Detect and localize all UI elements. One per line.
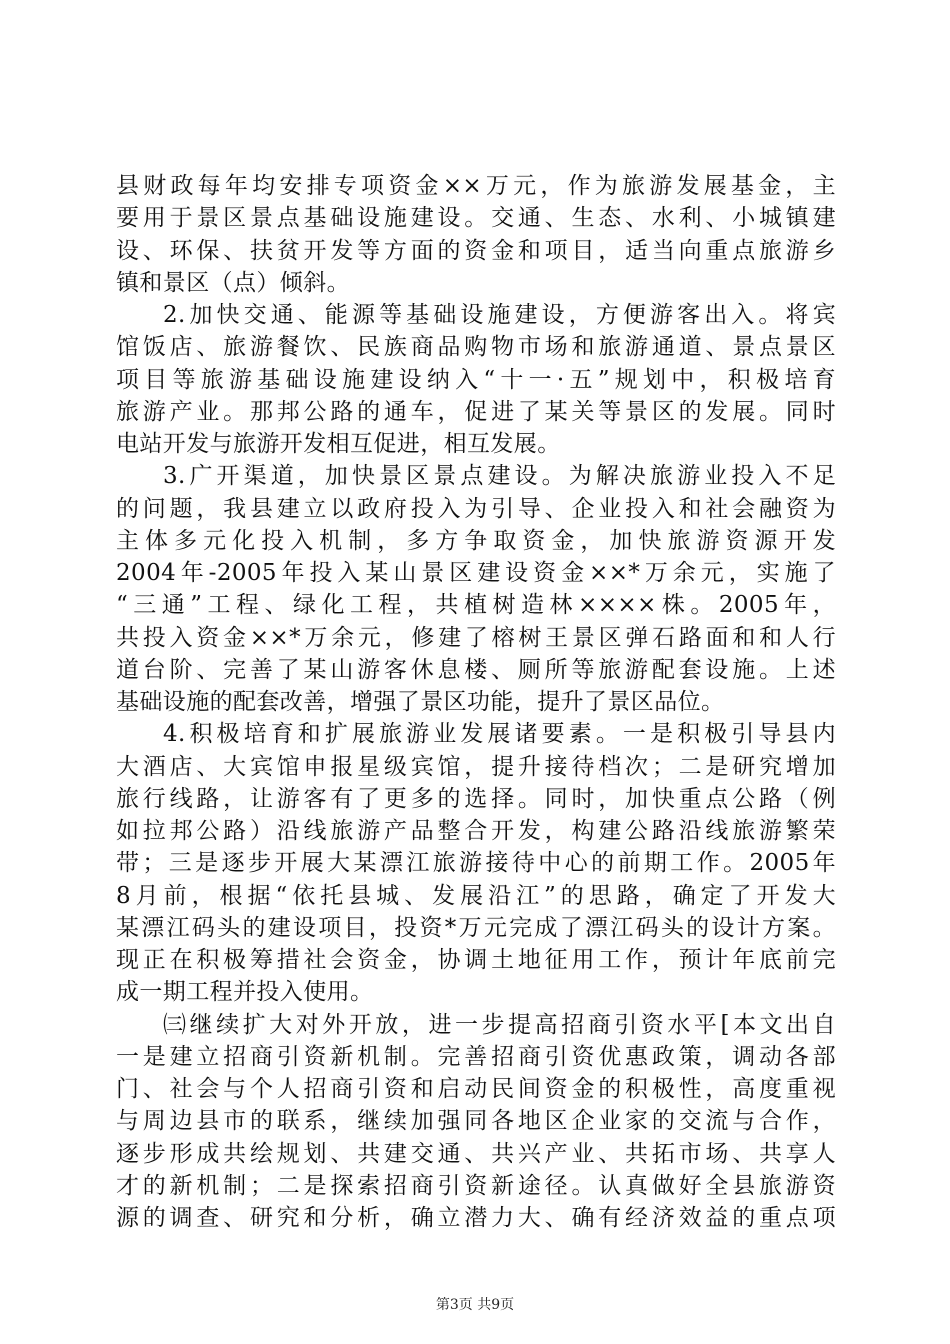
text-line: 门、社会与个人招商引资和启动民间资金的积极性，高度重视 (116, 1076, 836, 1102)
text-line: 大酒店、大宾馆申报星级宾馆，提升接待档次；二是研究增加 (116, 753, 836, 780)
text-line: 镇和景区（点）倾斜。 (116, 269, 350, 296)
document-body (116, 170, 836, 1234)
text-line: 如拉邦公路）沿线旅游产品整合开发，构建公路沿线旅游繁荣 (116, 818, 836, 844)
text-line: 旅游产业。那邦公路的通车，促进了某关等景区的发展。同时 (116, 398, 836, 425)
text-line: 与周边县市的联系，继续加强同各地区企业家的交流与合作， (116, 1108, 836, 1135)
paragraph-1 (116, 170, 836, 299)
text-line: 现正在积极筹措社会资金，协调土地征用工作，预计年底前完 (116, 947, 836, 973)
text-line: 项目等旅游基础设施建设纳入“十一·五”规划中，积极培育 (116, 366, 836, 393)
text-line: 3.广开渠道，加快景区景点建设。为解决旅游业投入不足 (163, 463, 836, 490)
text-line: 逐步形成共绘规划、共建交通、共兴产业、共拓市场、共享人 (116, 1140, 836, 1167)
text-line: 才的新机制；二是探索招商引资新途径。认真做好全县旅游资 (116, 1172, 836, 1199)
text-line: 共投入资金××*万余元，修建了榕树王景区弹石路面和和人行 (116, 624, 836, 651)
text-line: 2.加快交通、能源等基础设施建设，方便游客出入。将宾 (163, 302, 836, 328)
text-line: 2004年-2005年投入某山景区建设资金××*万余元，实施了 (116, 560, 836, 586)
text-line: 旅行线路，让游客有了更多的选择。同时，加快重点公路（例 (116, 785, 836, 812)
text-line: 基础设施的配套改善，增强了景区功能，提升了景区品位。 (116, 689, 725, 715)
text-line: 要用于景区景点基础设施建设。交通、生态、水利、小城镇建 (116, 205, 836, 232)
text-line: “三通”工程、绿化工程，共植树造林××××株。2005年， (116, 592, 836, 619)
text-line: 某漂江码头的建设项目，投资*万元完成了漂江码头的设计方案。 (116, 914, 836, 941)
text-line: 带；三是逐步开展大某漂江旅游接待中心的前期工作。2005年 (116, 850, 836, 877)
text-line: 主体多元化投入机制，多方争取资金，加快旅游资源开发 (116, 527, 836, 554)
text-line: 一是建立招商引资新机制。完善招商引资优惠政策，调动各部 (116, 1043, 836, 1070)
text-line: 设、环保、扶贫开发等方面的资金和项目，适当向重点旅游乡 (116, 237, 836, 264)
paragraph-5 (116, 1009, 836, 1235)
text-line: 馆饭店、旅游餐饮、民族商品购物市场和旅游通道、景点景区 (116, 334, 836, 361)
paragraph-4 (116, 718, 836, 1008)
text-line: ㈢继续扩大对外开放，进一步提高招商引资水平[本文出自 (163, 1011, 836, 1038)
text-line: 成一期工程并投入使用。 (116, 979, 374, 1006)
text-line: 4.积极培育和扩展旅游业发展诸要素。一是积极引导县内 (163, 721, 836, 748)
text-line: 道台阶、完善了某山游客休息楼、厕所等旅游配套设施。上述 (116, 656, 836, 683)
text-line: 电站开发与旅游开发相互促进，相互发展。 (116, 431, 561, 457)
text-line: 的问题，我县建立以政府投入为引导、企业投入和社会融资为 (116, 495, 836, 522)
text-line: 县财政每年均安排专项资金××万元，作为旅游发展基金，主 (116, 173, 836, 199)
paragraph-3 (116, 460, 836, 718)
page-number: 第3页 共9页 (435, 1297, 515, 1313)
text-line: 源的调查、研究和分析，确立潜力大、确有经济效益的重点项 (116, 1205, 836, 1231)
paragraph-2 (116, 299, 836, 460)
text-line: 8月前，根据“依托县城、发展沿江”的思路，确定了开发大 (116, 882, 836, 909)
